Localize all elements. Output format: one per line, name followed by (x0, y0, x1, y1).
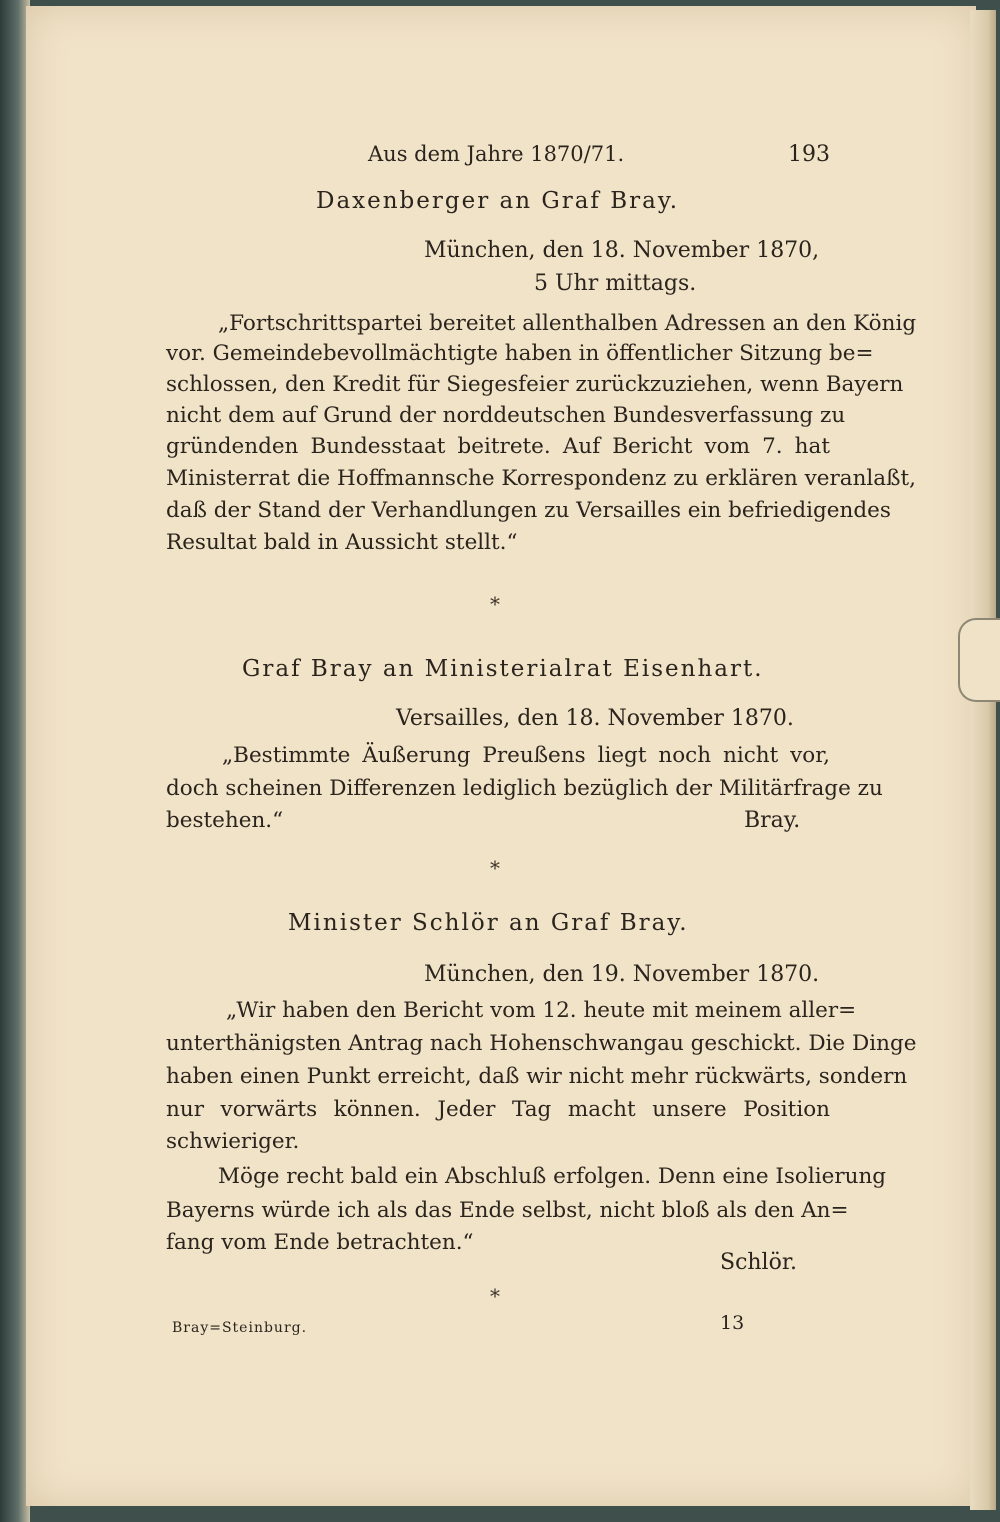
signature: Schlör. (720, 1250, 797, 1275)
signature: Bray. (744, 808, 801, 833)
section-separator: * (490, 592, 500, 616)
page-tab (958, 618, 1000, 702)
letter-time: 5 Uhr mittags. (534, 271, 697, 296)
sheet-number: 13 (720, 1312, 745, 1334)
letter-title: Graf Bray an Ministerialrat Eisenhart. (242, 656, 764, 682)
place-date: München, den 19. November 1870. (424, 962, 820, 987)
body-line: haben einen Punkt erreicht, daß wir nicht mehr rückwärts, sondern (166, 1064, 908, 1089)
page-edges (970, 10, 996, 1510)
body-line: fang vom Ende betrachten.“ (166, 1230, 474, 1255)
body-line: schwieriger. (166, 1129, 300, 1154)
place-date: München, den 18. November 1870, (424, 238, 820, 263)
page-number: 193 (788, 142, 830, 167)
body-line: „Bestimmte Äußerung Preußens liegt noch nicht vor, (222, 743, 830, 768)
body-line: vor. Gemeindebevollmächtigte haben in öffentlicher Sitzung be= (166, 341, 874, 366)
body-line: gründenden Bundesstaat beitrete. Auf Bericht vom 7. hat (166, 434, 830, 459)
body-line: Resultat bald in Aussicht stellt.“ (166, 530, 518, 555)
section-separator: * (490, 1284, 500, 1308)
body-line: nicht dem auf Grund der norddeutschen Bundesverfassung zu (166, 403, 846, 428)
body-line: unterthänigsten Antrag nach Hohenschwangau geschickt. Die Dinge (166, 1031, 917, 1056)
letter-title: Daxenberger an Graf Bray. (316, 188, 680, 214)
signature-mark: Bray=Steinburg. (172, 1320, 308, 1336)
body-line: schlossen, den Kredit für Siegesfeier zurückzuziehen, wenn Bayern (166, 372, 904, 397)
place-date: Versailles, den 18. November 1870. (396, 706, 794, 731)
body-line: doch scheinen Differenzen lediglich bezüglich der Militärfrage zu (166, 776, 883, 801)
body-line: daß der Stand der Verhandlungen zu Versailles ein befriedigendes (166, 498, 891, 523)
body-line: „Wir haben den Bericht vom 12. heute mit meinem aller= (226, 998, 857, 1023)
body-line: nur vorwärts können. Jeder Tag macht unsere Position (166, 1097, 830, 1122)
body-line: „Fortschrittspartei bereitet allenthalben Adressen an den König (218, 311, 917, 336)
body-line: Möge recht bald ein Abschluß erfolgen. Denn eine Isolierung (218, 1164, 887, 1189)
letter-title: Minister Schlör an Graf Bray. (288, 910, 689, 936)
body-line: Ministerrat die Hoffmannsche Korrespondenz zu erklären veranlaßt, (166, 466, 916, 491)
section-separator: * (490, 856, 500, 880)
running-title: Aus dem Jahre 1870/71. (368, 142, 625, 166)
body-line: bestehen.“ (166, 808, 284, 833)
body-line: Bayerns würde ich als das Ende selbst, nicht bloß als den An= (166, 1198, 849, 1223)
